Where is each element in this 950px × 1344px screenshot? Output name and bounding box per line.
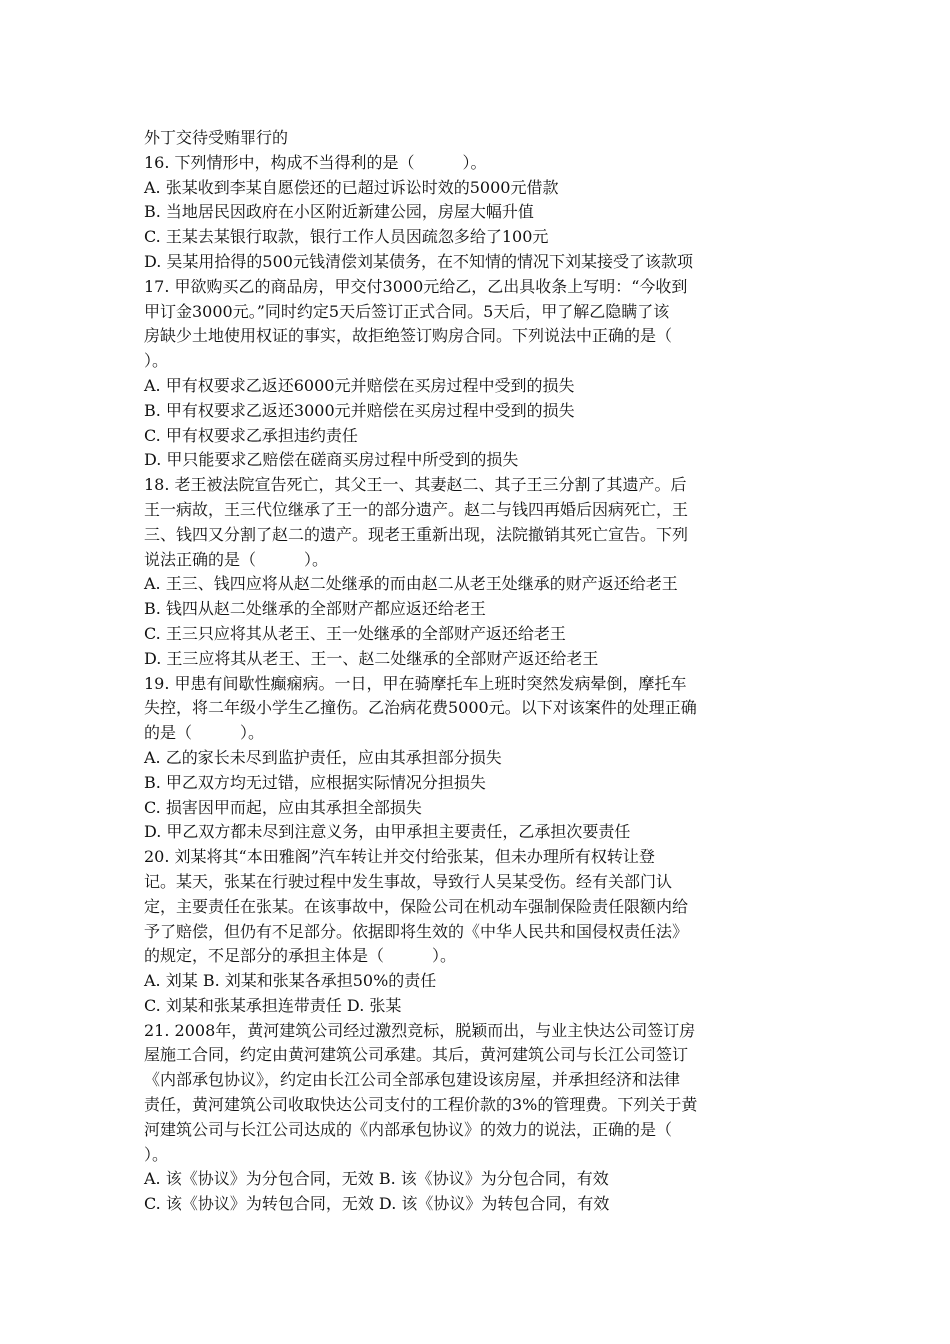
- text-line: 20. 刘某将其“本田雅阁”汽车转让并交付给张某，但未办理所有权转让登: [144, 847, 655, 867]
- text-line: D. 甲只能要求乙赔偿在磋商买房过程中所受到的损失: [144, 450, 519, 470]
- text-line: 屋施工合同，约定由黄河建筑公司承建。其后，黄河建筑公司与长江公司签订: [144, 1045, 689, 1065]
- text-line: 定，主要责任在张某。在该事故中，保险公司在机动车强制保险责任限额内给: [144, 896, 689, 916]
- text-line: 失控，将二年级小学生乙撞伤。乙治病花费5000元。以下对该案件的处理正确: [144, 698, 697, 718]
- text-line: 三、钱四又分割了赵二的遗产。现老王重新出现，法院撤销其死亡宣告。下列: [144, 524, 689, 544]
- text-line: C. 刘某和张某承担连带责任 D. 张某: [144, 995, 402, 1015]
- text-line: D. 甲乙双方都未尽到注意义务，由甲承担主要责任，乙承担次要责任: [144, 822, 631, 842]
- text-line: A. 甲有权要求乙返还6000元并赔偿在买房过程中受到的损失: [144, 375, 575, 395]
- text-line: ）。: [144, 351, 169, 371]
- text-line: 的是（ ）。: [144, 723, 265, 743]
- text-line: 的规定，不足部分的承担主体是（ ）。: [144, 946, 457, 966]
- text-line: 说法正确的是（ ）。: [144, 549, 329, 569]
- text-line: D. 吴某用拾得的500元钱清偿刘某债务，在不知情的情况下刘某接受了该款项: [144, 251, 693, 271]
- text-line: 17. 甲欲购买乙的商品房，甲交付3000元给乙，乙出具收条上写明：“今收到: [144, 276, 688, 296]
- text-line: 18. 老王被法院宣告死亡，其父王一、其妻赵二、其子王三分割了其遗产。后: [144, 475, 687, 495]
- text-line: 责任，黄河建筑公司收取快达公司支付的工程价款的3%的管理费。下列关于黄: [144, 1095, 698, 1115]
- text-line: D. 王三应将其从老王、王一、赵二处继承的全部财产返还给老王: [144, 648, 599, 668]
- text-line: 记。某天，张某在行驶过程中发生事故，导致行人吴某受伤。经有关部门认: [144, 871, 673, 891]
- text-line: 予了赔偿，但仍有不足部分。依据即将生效的《中华人民共和国侵权责任法》: [144, 921, 689, 941]
- text-line: B. 甲乙双方均无过错，应根据实际情况分担损失: [144, 772, 486, 792]
- text-line: 房缺少土地使用权证的事实，故拒绝签订购房合同。下列说法中正确的是（: [144, 326, 673, 346]
- text-line: C. 王某去某银行取款，银行工作人员因疏忽多给了100元: [144, 227, 549, 247]
- document-body: [144, 126, 810, 1217]
- text-line: C. 该《协议》为转包合同，无效 D. 该《协议》为转包合同，有效: [144, 1194, 610, 1214]
- text-line: 《内部承包协议》，约定由长江公司全部承包建设该房屋，并承担经济和法律: [144, 1070, 681, 1090]
- text-line: ）。: [144, 1144, 169, 1164]
- text-line: 19. 甲患有间歇性癫痫病。一日，甲在骑摩托车上班时突然发病晕倒，摩托车: [144, 673, 687, 693]
- text-line: A. 张某收到李某自愿偿还的已超过诉讼时效的5000元借款: [144, 177, 559, 197]
- text-line: A. 刘某 B. 刘某和张某各承担50%的责任: [144, 971, 437, 991]
- text-line: A. 乙的家长未尽到监护责任，应由其承担部分损失: [144, 747, 502, 767]
- text-line: C. 甲有权要求乙承担违约责任: [144, 425, 358, 445]
- text-line: B. 当地居民因政府在小区附近新建公园，房屋大幅升值: [144, 202, 534, 222]
- text-line: A. 王三、钱四应将从赵二处继承的而由赵二从老王处继承的财产返还给老王: [144, 574, 678, 594]
- text-line: C. 王三只应将其从老王、王一处继承的全部财产返还给老王: [144, 623, 566, 643]
- text-line: B. 甲有权要求乙返还3000元并赔偿在买房过程中受到的损失: [144, 400, 575, 420]
- text-line: C. 损害因甲而起，应由其承担全部损失: [144, 797, 422, 817]
- text-line: 王一病故，王三代位继承了王一的部分遗产。赵二与钱四再婚后因病死亡，王: [144, 499, 689, 519]
- text-line: 21. 2008年，黄河建筑公司经过激烈竞标，脱颖而出，与业主快达公司签订房: [144, 1020, 696, 1040]
- text-line: A. 该《协议》为分包合同，无效 B. 该《协议》为分包合同，有效: [144, 1169, 609, 1189]
- text-line: 河建筑公司与长江公司达成的《内部承包协议》的效力的说法，正确的是（: [144, 1119, 673, 1139]
- text-line: 甲订金3000元。”同时约定5天后签订正式合同。5天后，甲了解乙隐瞒了该: [144, 301, 670, 321]
- text-line: B. 钱四从赵二处继承的全部财产都应返还给老王: [144, 599, 486, 619]
- text-line: 16. 下列情形中，构成不当得利的是（ ）。: [144, 152, 487, 172]
- text-line: 外丁交待受贿罪行的: [144, 128, 289, 147]
